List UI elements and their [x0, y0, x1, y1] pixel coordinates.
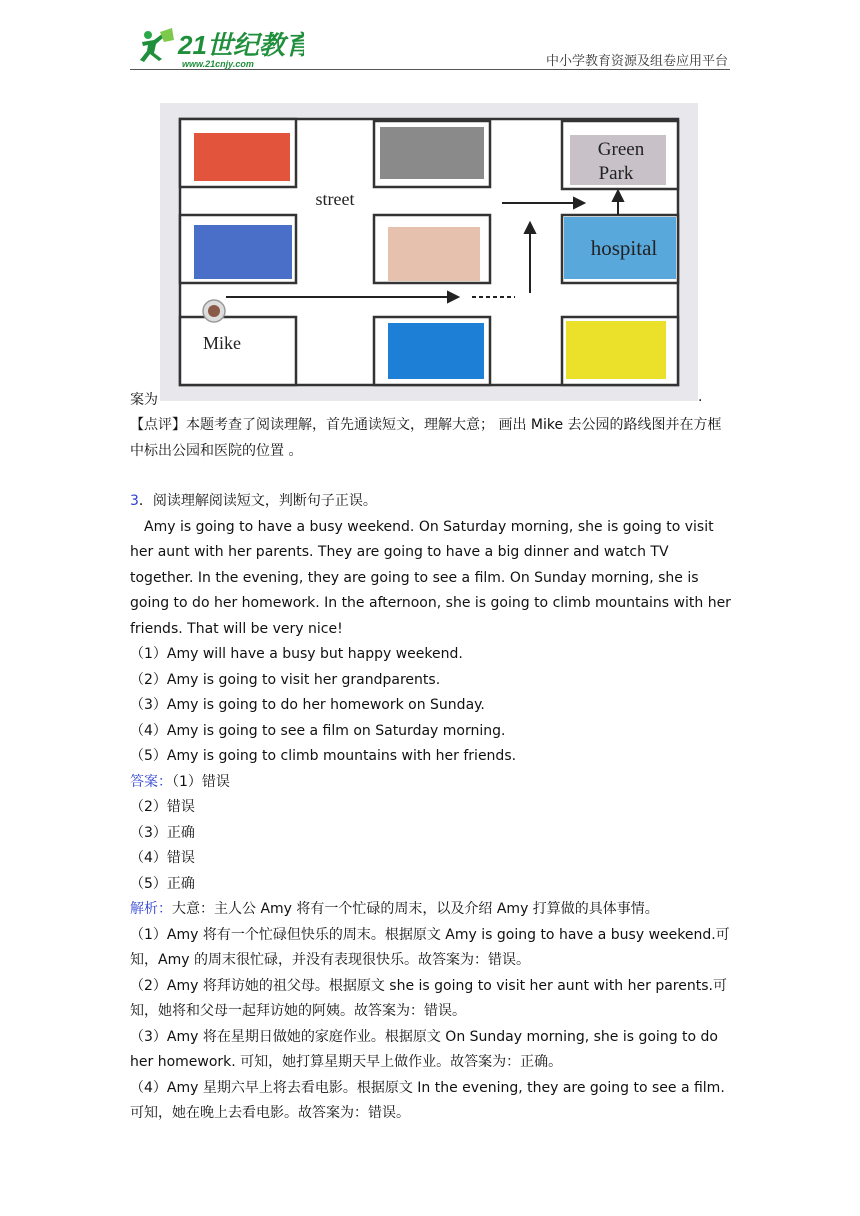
logo-text: 21世纪教育: [178, 30, 304, 60]
question-title: [130, 489, 734, 515]
list-item: （3）Amy is going to do her homework on Sunday.: [130, 697, 485, 713]
question-number: 3: [130, 493, 139, 509]
analysis-item: （4）Amy 星期六早上将去看电影。根据原文 In the evening, they are going to see a film. 可知，她在晚上去看电影。故答案为：错误。: [130, 1079, 725, 1121]
logo: [134, 26, 304, 70]
green-park-label-line2: Park: [598, 163, 634, 184]
runner-logo-icon: [140, 28, 174, 62]
question-3: [130, 489, 734, 1127]
pink-block: [388, 227, 480, 281]
route-map: [160, 103, 698, 401]
logo-url: www.21cnjy.com: [182, 59, 254, 69]
hospital-label: hospital: [590, 236, 658, 260]
platform-name: 中小学教育资源及组卷应用平台: [545, 54, 728, 69]
answer-item: （5）正确: [130, 875, 195, 892]
answer-item: （1）错误: [172, 773, 230, 790]
analysis-intro: 大意：主人公 Amy 将有一个忙碌的周末，以及介绍 Amy 打算做的具体事情。: [172, 901, 659, 917]
blue-bottom-block: [388, 323, 484, 379]
answer-suffix: .: [698, 389, 703, 405]
header-divider: [130, 69, 730, 70]
list-item: （1）Amy will have a busy but happy weekend.: [130, 646, 463, 662]
analysis-item: （3）Amy 将在星期日做她的家庭作业。根据原文 On Sunday morning, she is going to do her homework. 可知，她打算星期天早上做作业。故答案为：正确。: [130, 1028, 718, 1070]
answer-line: [130, 770, 734, 796]
yellow-block: [566, 321, 666, 379]
comment-block: [130, 413, 734, 464]
analysis-item: （1）Amy 将有一个忙碌但快乐的周末。根据原文 Amy is going to have a busy weekend.可知，Amy 的周末很忙碌，并没有表现很快乐。故答案为：错误。: [130, 926, 730, 968]
red-block: [194, 133, 290, 181]
green-park-label-line1: Green: [597, 139, 645, 160]
list-item: （2）Amy is going to visit her grandparents.: [130, 671, 441, 688]
list-item: （5）Amy is going to climb mountains with her friends.: [130, 748, 517, 764]
grey-block: [380, 127, 484, 179]
list-item: （4）Amy is going to see a film on Saturday morning.: [130, 722, 506, 739]
street-label: street: [315, 189, 355, 209]
question-title-text: ．阅读理解阅读短文，判断句子正误。: [138, 493, 377, 509]
passage: Amy is going to have a busy weekend. On Saturday morning, she is going to visit her aunt with her parents. They are going to have a big dinner and watch TV together. In the evening, they are going to see a film. On Sunday morning, she is going to do her homework. In the afternoon, she is going to climb mountains with her friends. That will be very nice!: [130, 518, 731, 637]
comment-text: 【点评】本题考查了阅读理解，首先通读短文，理解大意； 画出 Mike 去公园的路线图并在方框中标出公园和医院的位置 。: [130, 417, 722, 459]
answer-item: （4）错误: [130, 850, 195, 866]
analysis-item: （2）Amy 将拜访她的祖父母。根据原文 she is going to visit her aunt with her parents.可知，她将和父母一起拜访她的阿姨。故答案为：错误。: [130, 977, 727, 1019]
blue-left-block: [194, 225, 292, 279]
answer-label: 答案：: [130, 773, 172, 790]
analysis-line: [130, 897, 734, 923]
answer-prefix: 案为: [130, 392, 158, 408]
answer-item: （2）错误: [130, 799, 195, 815]
analysis-label: 解析：: [130, 901, 172, 917]
mike-label: Mike: [203, 333, 241, 353]
answer-item: （3）正确: [130, 824, 195, 841]
